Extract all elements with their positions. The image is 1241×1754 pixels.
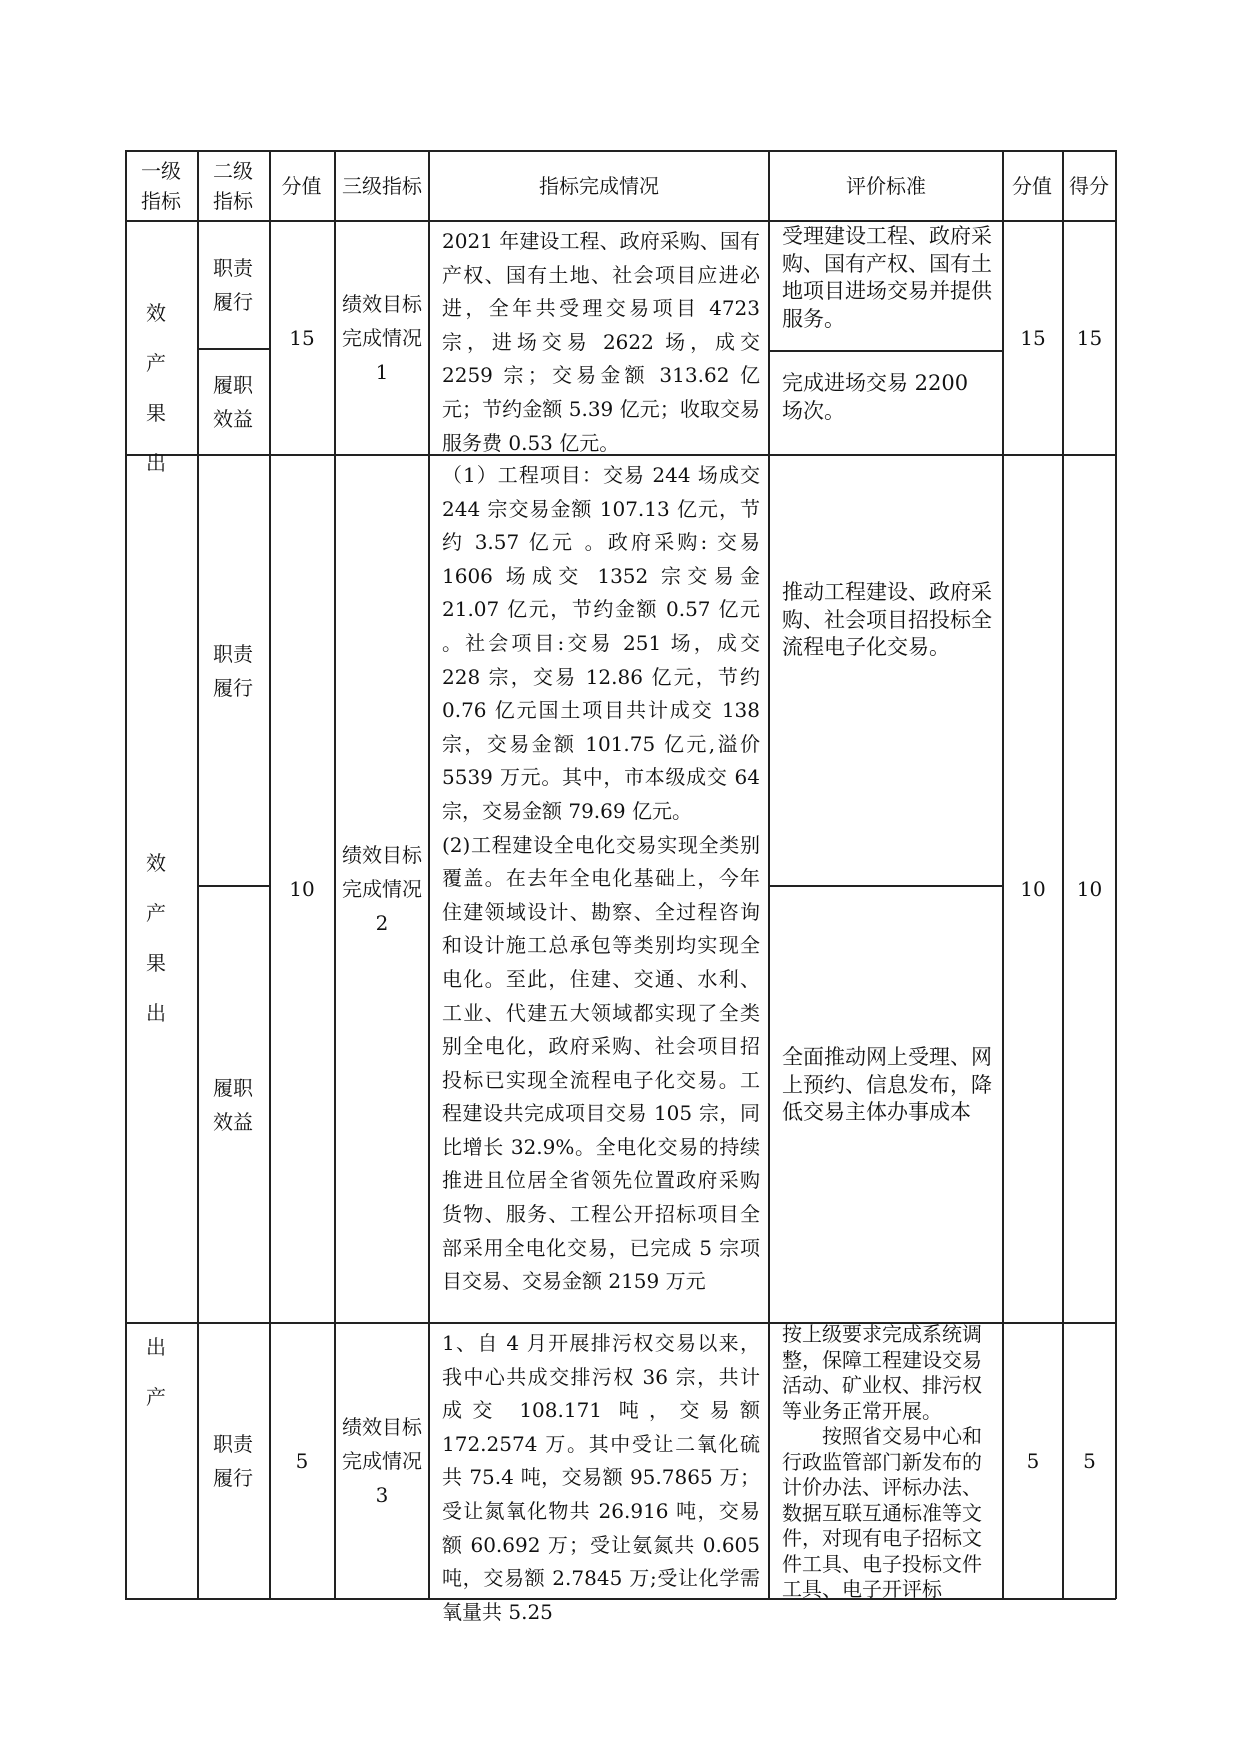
header-earned: 得分 [1069,174,1109,198]
section3-completion: 1、自 4 月开展排污权交易以来，我中心共成交排污权 36 宗，共计成交 108.171 吨，交易额 172.2574 万。其中受让二氧化硫共 75.4 吨，交易额 95.7865 万；受让氮氧化物共 26.916 吨，交易额 60.692 万；受让氨氮共 0.605 吨，交易额 2.7845 万;受让化学需氧量共 5.25 [442,1331,760,1624]
header-completion: 指标完成情况 [539,174,659,198]
section1-sub1: 职责履行 [213,256,253,314]
section2-sub1: 职责履行 [213,641,253,700]
section2-sub2: 履职效益 [213,1075,253,1134]
header-score-b: 分值 [1012,174,1052,198]
section1-earned: 15 [1076,326,1103,350]
section2-criteria1: 推动工程建设、政府采购、社会项目招投标全流程电子化交易。 [782,580,992,659]
section3-score: 5 [295,1449,309,1473]
section1-category: 效 产 果 出 [146,301,178,475]
section3-criteria: 按上级要求完成系统调整，保障工程建设交易活动、矿业权、排污权等业务正常开展。 按照省交易中心和行政监管部门新发布的计价办法、评标办法、数据互联互通标准等文件，对现有电子招标文件工具、电子投标文件工具、电子开评标 [782,1322,982,1601]
section2-completion: （1）工程项目：交易 244 场成交 244 宗交易金额 107.13 亿元，节约 3.57 亿元 。政府采购: 交易 1606 场成交 1352 宗交易金 21.07 亿元，节约金额 0.57 亿元 。社会项目:交易 251 场，成交 228 宗，交易 12.86 亿元，节约 0.76 亿元国土项目共计成交 138 宗，交易金额 101.75 亿元,溢价 5539 万元。其中，市本级成交 64 宗，交易金额 79.69 亿元。 (2)工程建设全电化交易实现全类别覆盖。在去年全电化基础上，今年住建领域设计、勘察、全过程咨询和设计施工总承包等类别均实现全电化。至此，住建、交通、水利、工业、代建五大领域都实现了全类别全电化，政府采购、社会项目招投标已实现全流程电子化交易。工程建设共完成项目交易 105 宗，同比增长 32.9%。全电化交易的持续推进且位居全省领先位置政府采购货物、服务、工程公开招标项目全部采用全电化交易，已完成 5 宗项目交易、交易金额 2159 万元 [442,463,760,1294]
section2-score: 10 [289,877,315,901]
section2-earned: 10 [1076,877,1103,901]
header-level2: 二级指标 [213,159,253,213]
section3-score-b: 5 [1026,1449,1040,1473]
section1-level3: 绩效目标完成情况 1 [342,292,422,384]
section1-completion: 2021 年建设工程、政府采购、国有产权、国有土地、社会项目应进必进，全年共受理交易项目 4723 宗，进场交易 2622 场，成交 2259 宗；交易金额 313.62 亿元；节约金额 5.39 亿元；收取交易服务费 0.53 亿元。 [442,229,760,455]
section1-criteria2: 完成进场交易 2200 场次。 [782,371,969,423]
section2-criteria2: 全面推动网上受理、网上预约、信息发布，降低交易主体办事成本 [782,1045,992,1124]
section2-score-b: 10 [1020,877,1046,901]
section3-level3: 绩效目标完成情况 3 [342,1415,422,1507]
section1-criteria1: 受理建设工程、政府采购、国有产权、国有土地项目进场交易并提供服务。 [782,224,992,331]
section3-earned: 5 [1083,1449,1096,1473]
header-level3: 三级指标 [342,174,422,198]
header-score: 分值 [281,174,322,198]
header-criteria: 评价标准 [846,174,926,198]
section3-category: 出 产 [146,1335,178,1409]
section2-category: 效 产 果 出 [146,851,178,1025]
section2-level3: 绩效目标完成情况 2 [342,843,422,935]
section1-sub2: 履职效益 [213,373,253,431]
section3-sub1: 职责履行 [213,1432,253,1490]
header-level1: 一级指标 [141,159,181,213]
section1-score-b: 15 [1020,326,1046,350]
section1-score: 15 [289,326,315,350]
